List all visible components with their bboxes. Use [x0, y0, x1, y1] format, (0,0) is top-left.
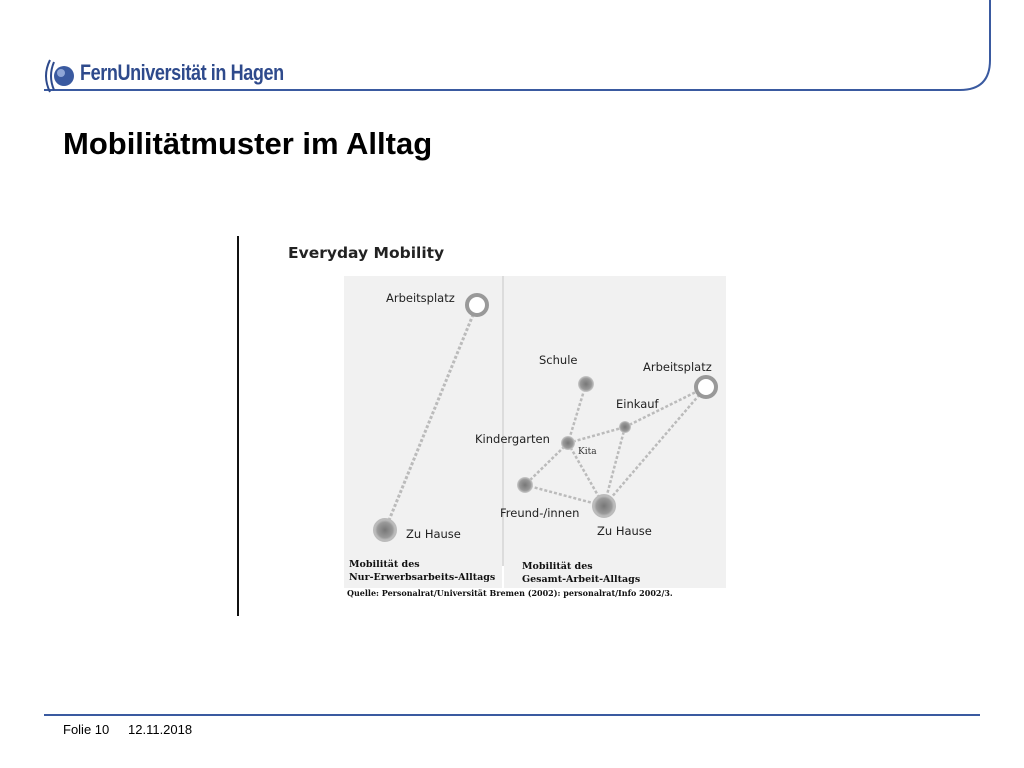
figure-title: Everyday Mobility [288, 244, 445, 262]
slide-title: Mobilitätmuster im Alltag [63, 126, 433, 161]
left-caption-line1: Mobilität des [349, 559, 420, 570]
label-kita: Kita [578, 447, 597, 457]
node-shopping [619, 421, 631, 433]
footer-line [44, 714, 980, 716]
node-home [593, 495, 615, 517]
university-name: FernUniversität in Hagen [80, 60, 284, 85]
label-home: Zu Hause [597, 524, 652, 538]
right-caption-line2: Gesamt-Arbeit-Alltags [522, 574, 641, 585]
left-label-work: Arbeitsplatz [386, 291, 455, 305]
left-label-home: Zu Hause [406, 527, 461, 541]
right-caption-line1: Mobilität des [522, 561, 593, 572]
node-friends [517, 477, 533, 493]
label-shopping: Einkauf [616, 397, 659, 411]
slide-number: Folie 10 [63, 722, 110, 737]
node-school [578, 376, 594, 392]
label-kindergarten: Kindergarten [475, 432, 550, 446]
node-kita [561, 436, 575, 450]
figure-source: Quelle: Personalrat/Universität Bremen (2002): personalrat/Info 2002/3. [347, 588, 673, 598]
left-node-home [374, 519, 396, 541]
label-friends: Freund-/innen [500, 506, 580, 520]
label-school: Schule [539, 353, 578, 367]
slide-date: 12.11.2018 [128, 722, 193, 737]
left-node-work [467, 295, 487, 315]
node-work [696, 377, 716, 397]
label-work: Arbeitsplatz [643, 360, 712, 374]
left-caption-line2: Nur-Erwerbsarbeits-Alltags [349, 572, 496, 583]
mobility-diagram [236, 236, 776, 616]
